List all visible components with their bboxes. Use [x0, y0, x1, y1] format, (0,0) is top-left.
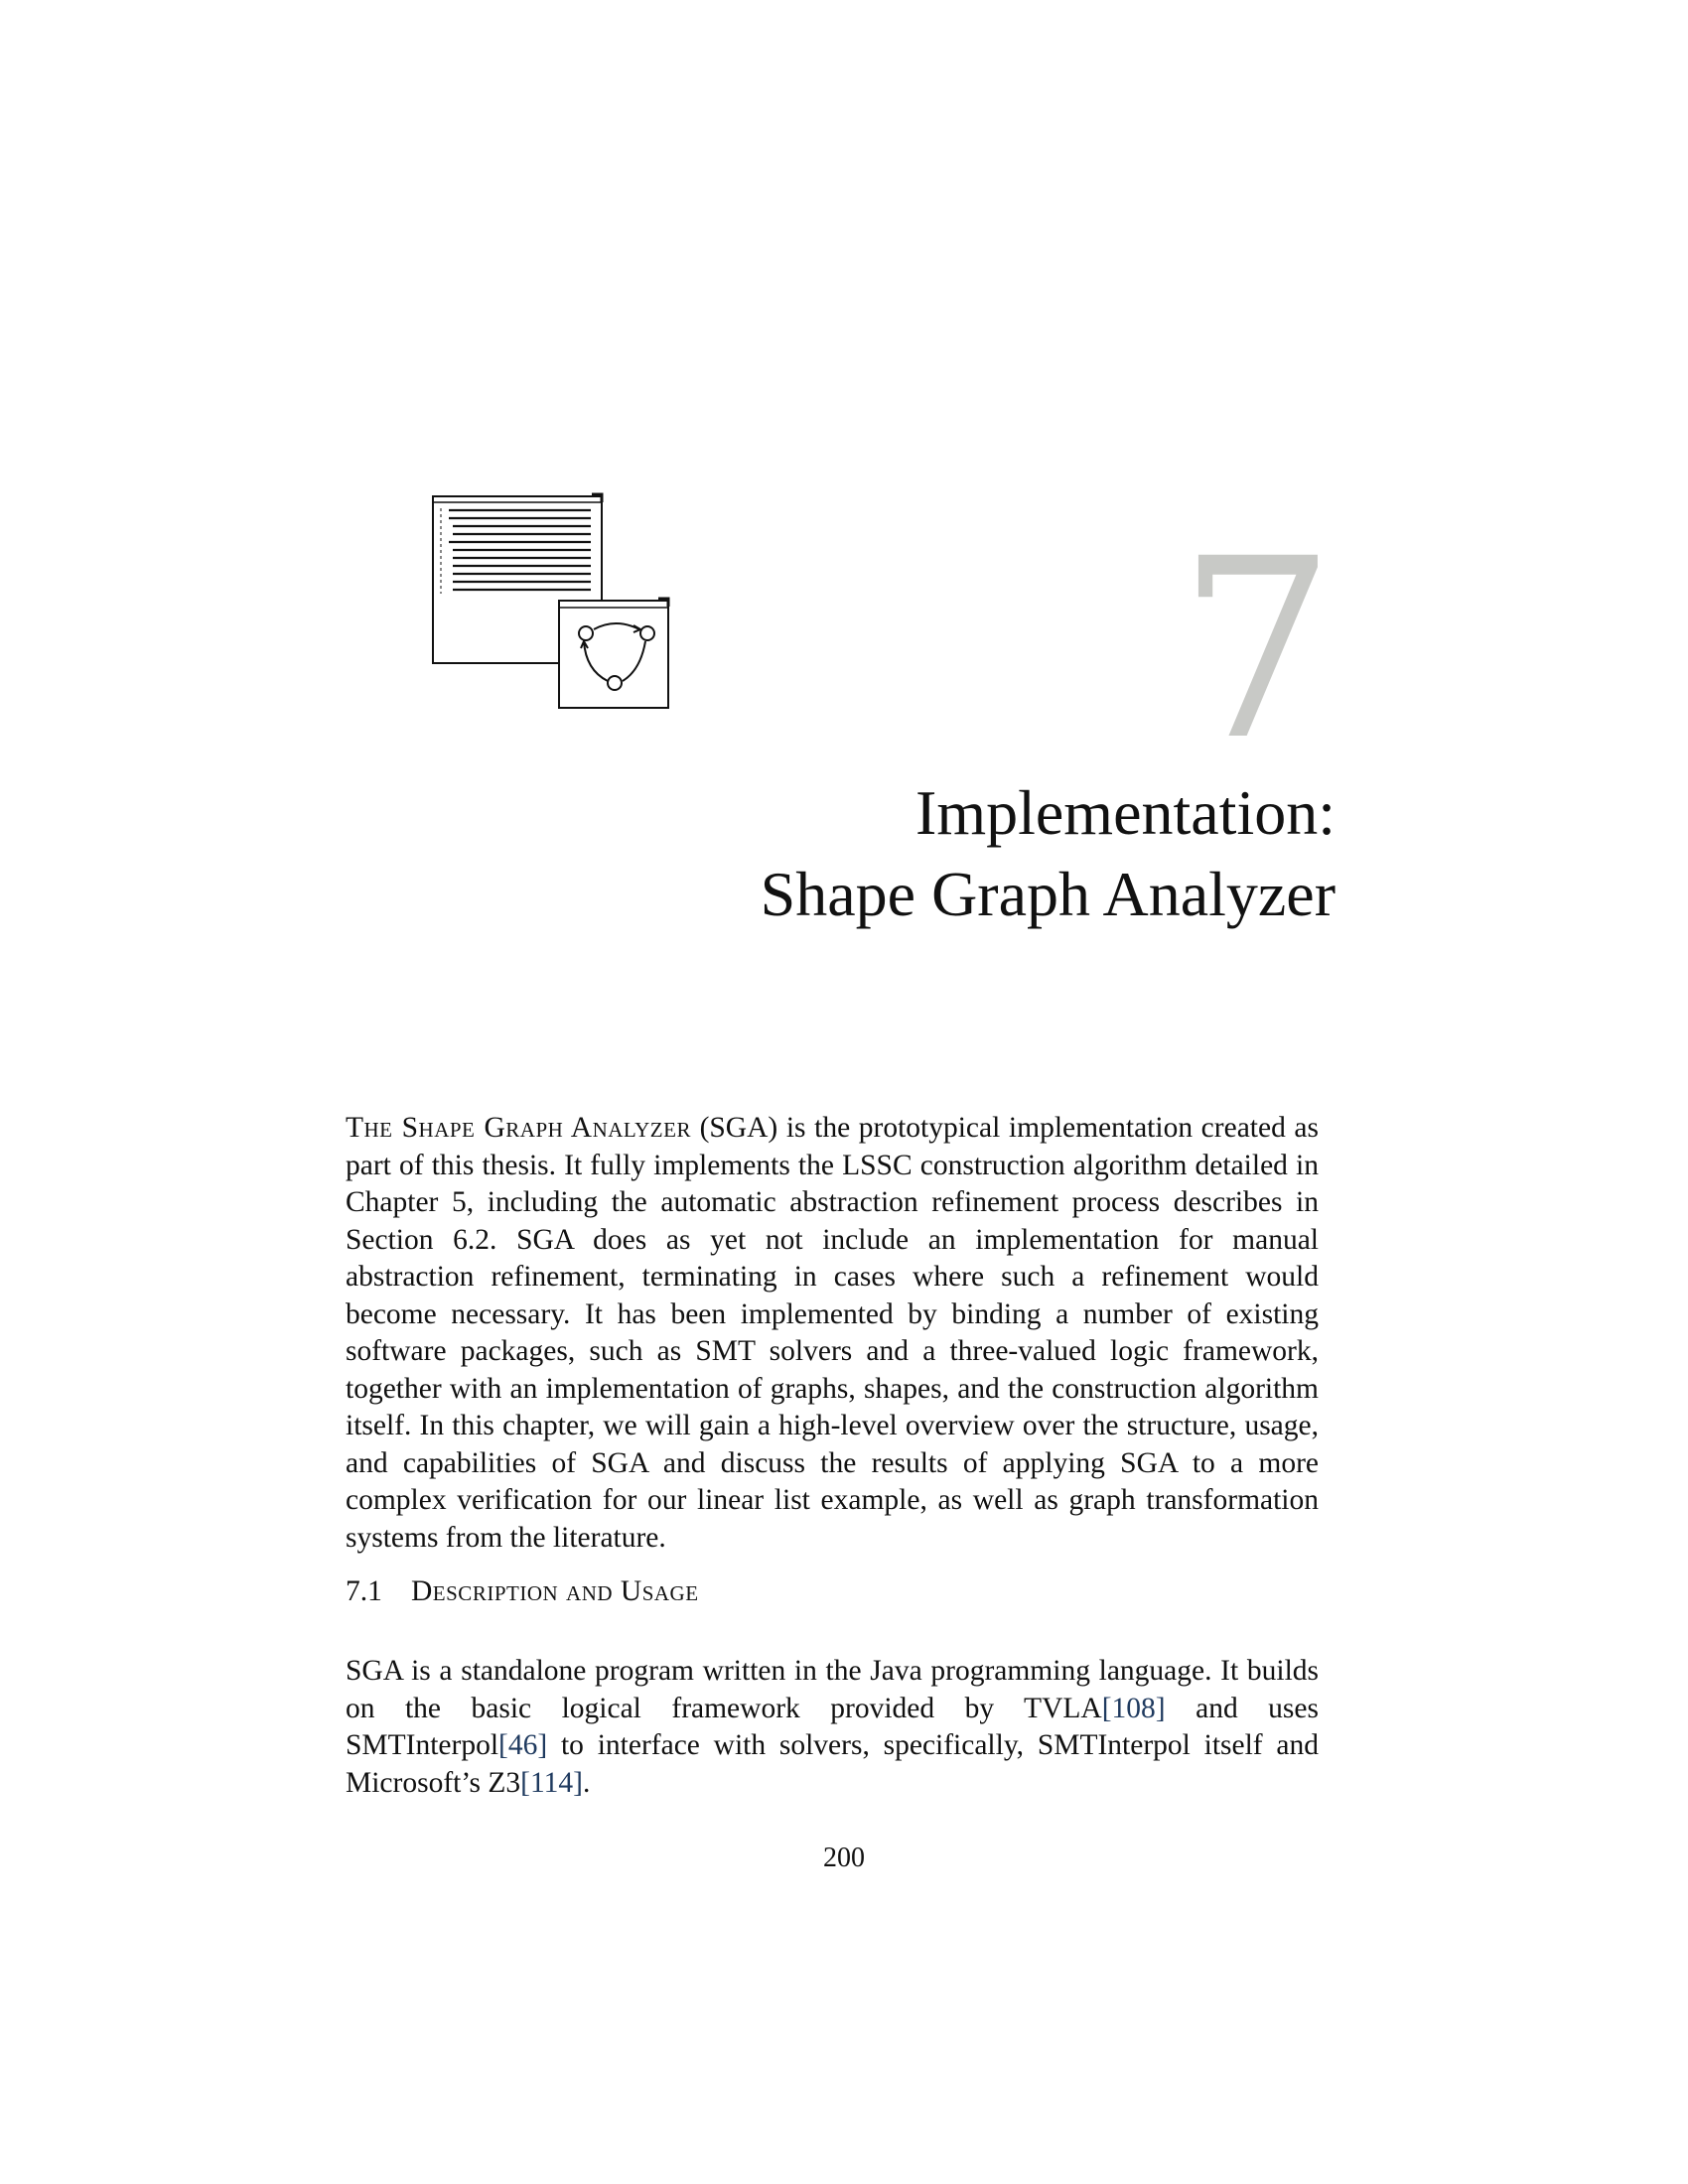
section-text-3: to interface with solvers, specifically, SMTInterpol itself and Microsoft’s Z3 [346, 1729, 1319, 1799]
sketch-of-windows-with-graph-icon [427, 486, 685, 715]
section-number: 7.1 [346, 1575, 382, 1607]
section-text-1: SGA is a standalone program written in the Java programming language. It builds on the basic logical framework provided by TVLA [346, 1655, 1319, 1724]
section-paragraph [346, 1653, 1319, 1802]
chapter-title-line-2: Shape Graph Analyzer [760, 859, 1336, 929]
page-number: 200 [823, 1843, 865, 1873]
citation-link-114[interactable]: [114] [520, 1766, 583, 1799]
section-text-2: and uses SMTInterpol [346, 1692, 1319, 1761]
citation-link-46[interactable]: [46] [498, 1729, 548, 1761]
intro-lead-smallcaps: The Shape Graph Analyzer [346, 1112, 691, 1144]
citation-link-108[interactable]: [108] [1101, 1692, 1166, 1724]
chapter-illustration [427, 486, 685, 715]
chapter-title [541, 772, 1336, 935]
section-text-4: . [582, 1766, 591, 1799]
intro-text: (SGA) is the prototypical implementation created as part of this thesis. It fully implements the LSSC construction algorithm detailed in Chapter 5, including the automatic abstraction refinement process describes in Section 6.2. SGA does as yet not include an implementation for manual abstraction refinement, terminating in cases where such a refinement would become necessary. It has been implemented by binding a number of existing software packages, such as SMT solvers and a three-valued logic framework, together with an implementation of graphs, shapes, and the construction algorithm itself. In this chapter, we will gain a high-level overview over the structure, usage, and capabilities of SGA and discuss the results of applying SGA to a more complex verification for our linear list example, as well as graph transformation systems from the literature. [346, 1112, 1320, 1554]
section-heading [346, 1573, 699, 1611]
section-title: Description and Usage [411, 1575, 699, 1607]
chapter-title-line-1: Implementation: [915, 777, 1336, 848]
intro-paragraph [346, 1110, 1319, 1557]
chapter-number: 7 [1177, 505, 1336, 794]
